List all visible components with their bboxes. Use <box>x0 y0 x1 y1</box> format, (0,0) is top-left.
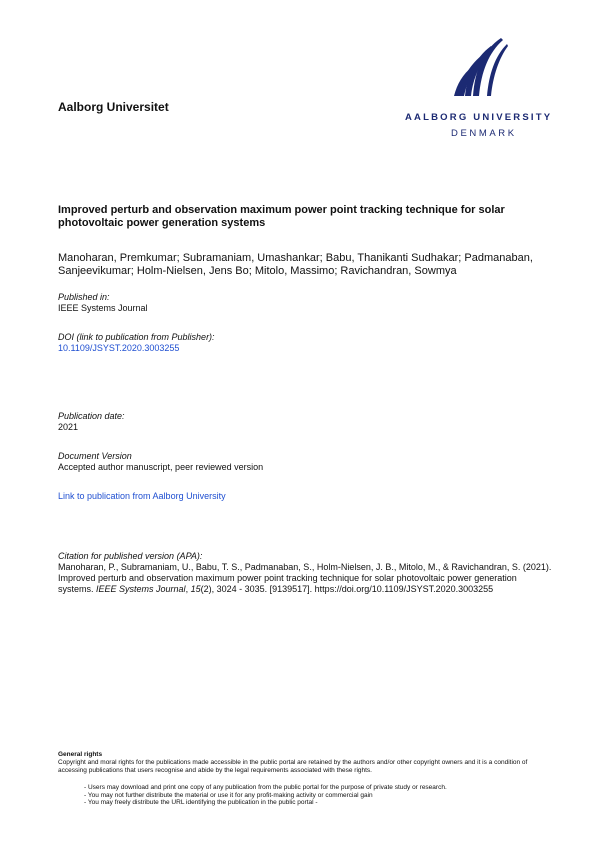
publication-title: Improved perturb and observation maximum power point tracking technique for solar photovoltaic power generation systems <box>58 204 505 229</box>
doi-label: DOI (link to publication from Publisher): <box>58 332 215 342</box>
publication-date-value: 2021 <box>58 422 79 432</box>
citation-post: (2), 3024 - 3035. [9139517]. https://doi.org/10.1109/JSYST.2020.3003255 <box>200 584 494 594</box>
logo-country: DENMARK <box>451 128 517 139</box>
doi-link[interactable]: 10.1109/JSYST.2020.3003255 <box>58 343 180 353</box>
publication-date-label: Publication date: <box>58 411 125 421</box>
general-rights-text: Copyright and moral rights for the publications made accessible in the public portal are retained by the authors and/or other copyright owners and it is a condition of accessing publications that users recognise and abide by the legal requirements associated with these rights. <box>58 759 528 774</box>
citation-block <box>58 551 553 595</box>
citation-separator: , <box>185 584 191 594</box>
wave-emblem-icon <box>453 36 509 98</box>
rights-bullet: - You may freely distribute the URL identifying the publication in the public portal - <box>84 799 318 806</box>
institution-name: Aalborg Universitet <box>58 100 169 114</box>
citation-journal: IEEE Systems Journal <box>96 584 186 594</box>
publication-date-block <box>58 411 125 433</box>
author-list: Manoharan, Premkumar; Subramaniam, Umashankar; Babu, Thanikanti Sudhakar; Padmanaban, Sanjeevikumar; Holm-Nielsen, Jens Bo; Mitolo, Massimo; Ravichandran, Sowmya <box>58 252 533 277</box>
published-in-label: Published in: <box>58 292 110 302</box>
doi-block <box>58 332 215 354</box>
citation-label: Citation for published version (APA): <box>58 551 203 561</box>
published-in-value: IEEE Systems Journal <box>58 303 148 313</box>
logo-university-name: AALBORG UNIVERSITY <box>405 112 553 123</box>
document-version-value: Accepted author manuscript, peer reviewed version <box>58 462 264 472</box>
document-version-label: Document Version <box>58 451 132 461</box>
rights-bullet-list <box>84 784 447 807</box>
citation-volume: 15 <box>190 584 201 594</box>
rights-bullet: - Users may download and print one copy of any publication from the public portal for the purpose of private study or research. <box>84 784 447 791</box>
citation-text <box>58 562 553 595</box>
published-in-block <box>58 292 148 314</box>
publication-link[interactable]: Link to publication from Aalborg University <box>58 491 226 501</box>
general-rights-heading: General rights <box>58 751 103 758</box>
university-logo <box>405 36 565 146</box>
citation-pre: Manoharan, P., Subramaniam, U., Babu, T. S., Padmanaban, S., Holm-Nielsen, J. B., Mitolo, M., & Ravichandran, S. (2021). Improved perturb and observation maximum power point tracking technique for solar photovoltaic power generation systems. <box>58 562 552 594</box>
document-version-block <box>58 451 263 473</box>
rights-bullet: - You may not further distribute the material or use it for any profit-making activity or commercial gain <box>84 791 373 799</box>
